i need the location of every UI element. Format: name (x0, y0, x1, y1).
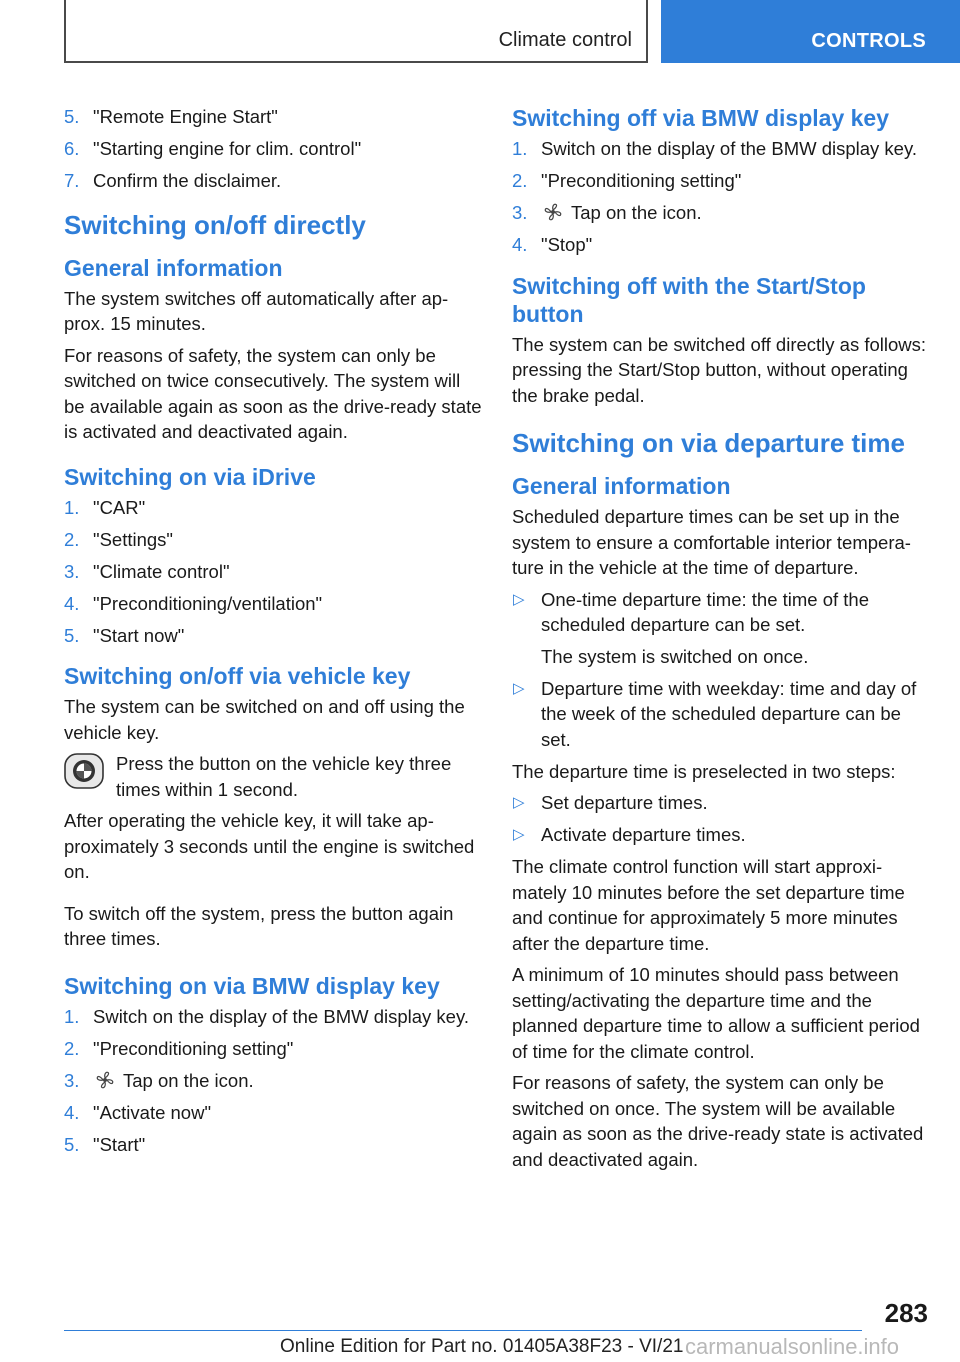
paragraph: The system switches off automatically after approx. 15 minutes. (64, 287, 449, 334)
triangle-bullet-icon: ▷ (513, 590, 525, 608)
heading-switching-off-via-bmw-display-key: Switching off via BMW display key (512, 105, 890, 131)
list-item: ▷ Departure time with weekday: time and day of the week of the scheduled departure can be set. (513, 677, 917, 750)
paragraph: The climate control function will start approximately 10 minutes before the set departure time and continue for approximately 5 more minutes after the departure time. (512, 856, 905, 954)
header-chapter-title: CONTROLS (811, 30, 926, 52)
heading-switching-on-via-departure-time: Switching on via departure time (512, 428, 905, 458)
heading-switching-via-vehicle-key: Switching on/off via vehicle key (64, 663, 411, 689)
list-item: 4. "Stop" (512, 234, 593, 255)
header-section-box (64, 0, 648, 63)
list-item: 5. "Remote Engine Start" (64, 106, 278, 127)
watermark-text: carmanualsonline.info (685, 1334, 900, 1359)
triangle-bullet-icon: ▷ (513, 794, 525, 811)
list-item: 4. "Activate now" (64, 1101, 212, 1123)
list-item: 3. "Climate control" (64, 560, 230, 582)
paragraph: Press the button on the vehicle key three times within 1 second. (116, 753, 452, 800)
list-item: 1. "CAR" (64, 496, 146, 518)
steps-list-remote-start (64, 104, 482, 194)
bullet-list-departure-types (512, 587, 930, 753)
list-item: 5. "Start" (64, 1133, 146, 1155)
paragraph: After operating the vehicle key, it will take approximately 3 seconds until the engine is switched on. (64, 810, 475, 882)
triangle-bullet-icon: ▷ (513, 679, 525, 697)
list-item: 5. "Start now" (64, 624, 185, 646)
list-item: ▷ Activate departure times. (512, 822, 930, 848)
steps-list-bmw-display-key-off (512, 136, 930, 258)
paragraph: For reasons of safety, the system can only be switched on twice consecutively. The system will be available again as soon as the drive-ready state is activated and deactivated again. (64, 344, 482, 442)
right-column (512, 104, 930, 1178)
list-item: 4. "Preconditioning/ventilation" (64, 592, 323, 614)
list-item: 2. "Preconditioning setting" (64, 1037, 294, 1059)
left-column (64, 104, 482, 1164)
paragraph: The departure time is preselected in two steps: (512, 760, 896, 782)
steps-list-bmw-display-key-on (64, 1004, 482, 1158)
fan-icon (95, 1070, 115, 1090)
list-item-note: The system is switched on once. (541, 645, 809, 667)
list-item: 3. Tap on the icon. (512, 202, 702, 223)
list-item: 7. Confirm the disclaimer. (64, 170, 282, 191)
heading-general-information: General information (512, 473, 731, 499)
heading-switching-off-start-stop: Switching off with the Start/Stop button (512, 272, 866, 327)
list-item: 1. Switch on the display of the BMW display key. (512, 138, 917, 159)
list-item: 2. "Preconditioning setting" (512, 170, 742, 191)
paragraph: The system can be switched on and off using the vehicle key. (64, 696, 465, 743)
list-item: ▷ One-time departure time: the time of the scheduled departure can be set. The system is switched on once. (512, 587, 930, 670)
list-item: ▷ Set departure times. (512, 790, 930, 816)
bmw-vehicle-key-icon (64, 751, 104, 791)
paragraph: For reasons of safety, the system can only be switched on once. The system will be available again as soon as the drive-ready state is activated and deactivated again. (512, 1072, 924, 1170)
list-item: 6. "Starting engine for clim. control" (64, 138, 362, 159)
heading-general-information: General information (64, 254, 283, 281)
steps-list-idrive (64, 495, 482, 649)
page-number: 283 (884, 1298, 928, 1328)
footer-edition-text: Online Edition for Part no. 01405A38F23 - VI/21 (280, 1336, 684, 1357)
paragraph: A minimum of 10 minutes should pass between setting/activating the departure time and the planned departure time to allow a sufficient period of time for the climate control. (512, 964, 920, 1062)
footer-divider (64, 1330, 862, 1331)
triangle-bullet-icon: ▷ (513, 826, 525, 843)
fan-icon (543, 202, 563, 222)
paragraph: Scheduled departure times can be set up in the system to ensure a comfortable interior temperature in the vehicle at the time of departure. (512, 506, 911, 578)
header-chapter-tab (661, 0, 960, 63)
heading-switching-on-off-directly: Switching on/off directly (64, 209, 366, 240)
header-section-title: Climate control (498, 29, 632, 51)
heading-switching-on-via-bmw-display-key: Switching on via BMW display key (64, 972, 440, 999)
bullet-list-steps (512, 790, 930, 848)
list-item: 2. "Settings" (64, 528, 173, 550)
paragraph: The system can be switched off directly as follows: pressing the Start/Stop button, without operating the brake pedal. (512, 333, 927, 406)
paragraph: To switch off the system, press the button again three times. (64, 902, 454, 949)
list-item: 3. Tap on the icon. (64, 1069, 254, 1091)
list-item: 1. Switch on the display of the BMW display key. (64, 1005, 469, 1027)
heading-switching-on-via-idrive: Switching on via iDrive (64, 463, 316, 490)
vehicle-key-instruction (64, 751, 482, 802)
